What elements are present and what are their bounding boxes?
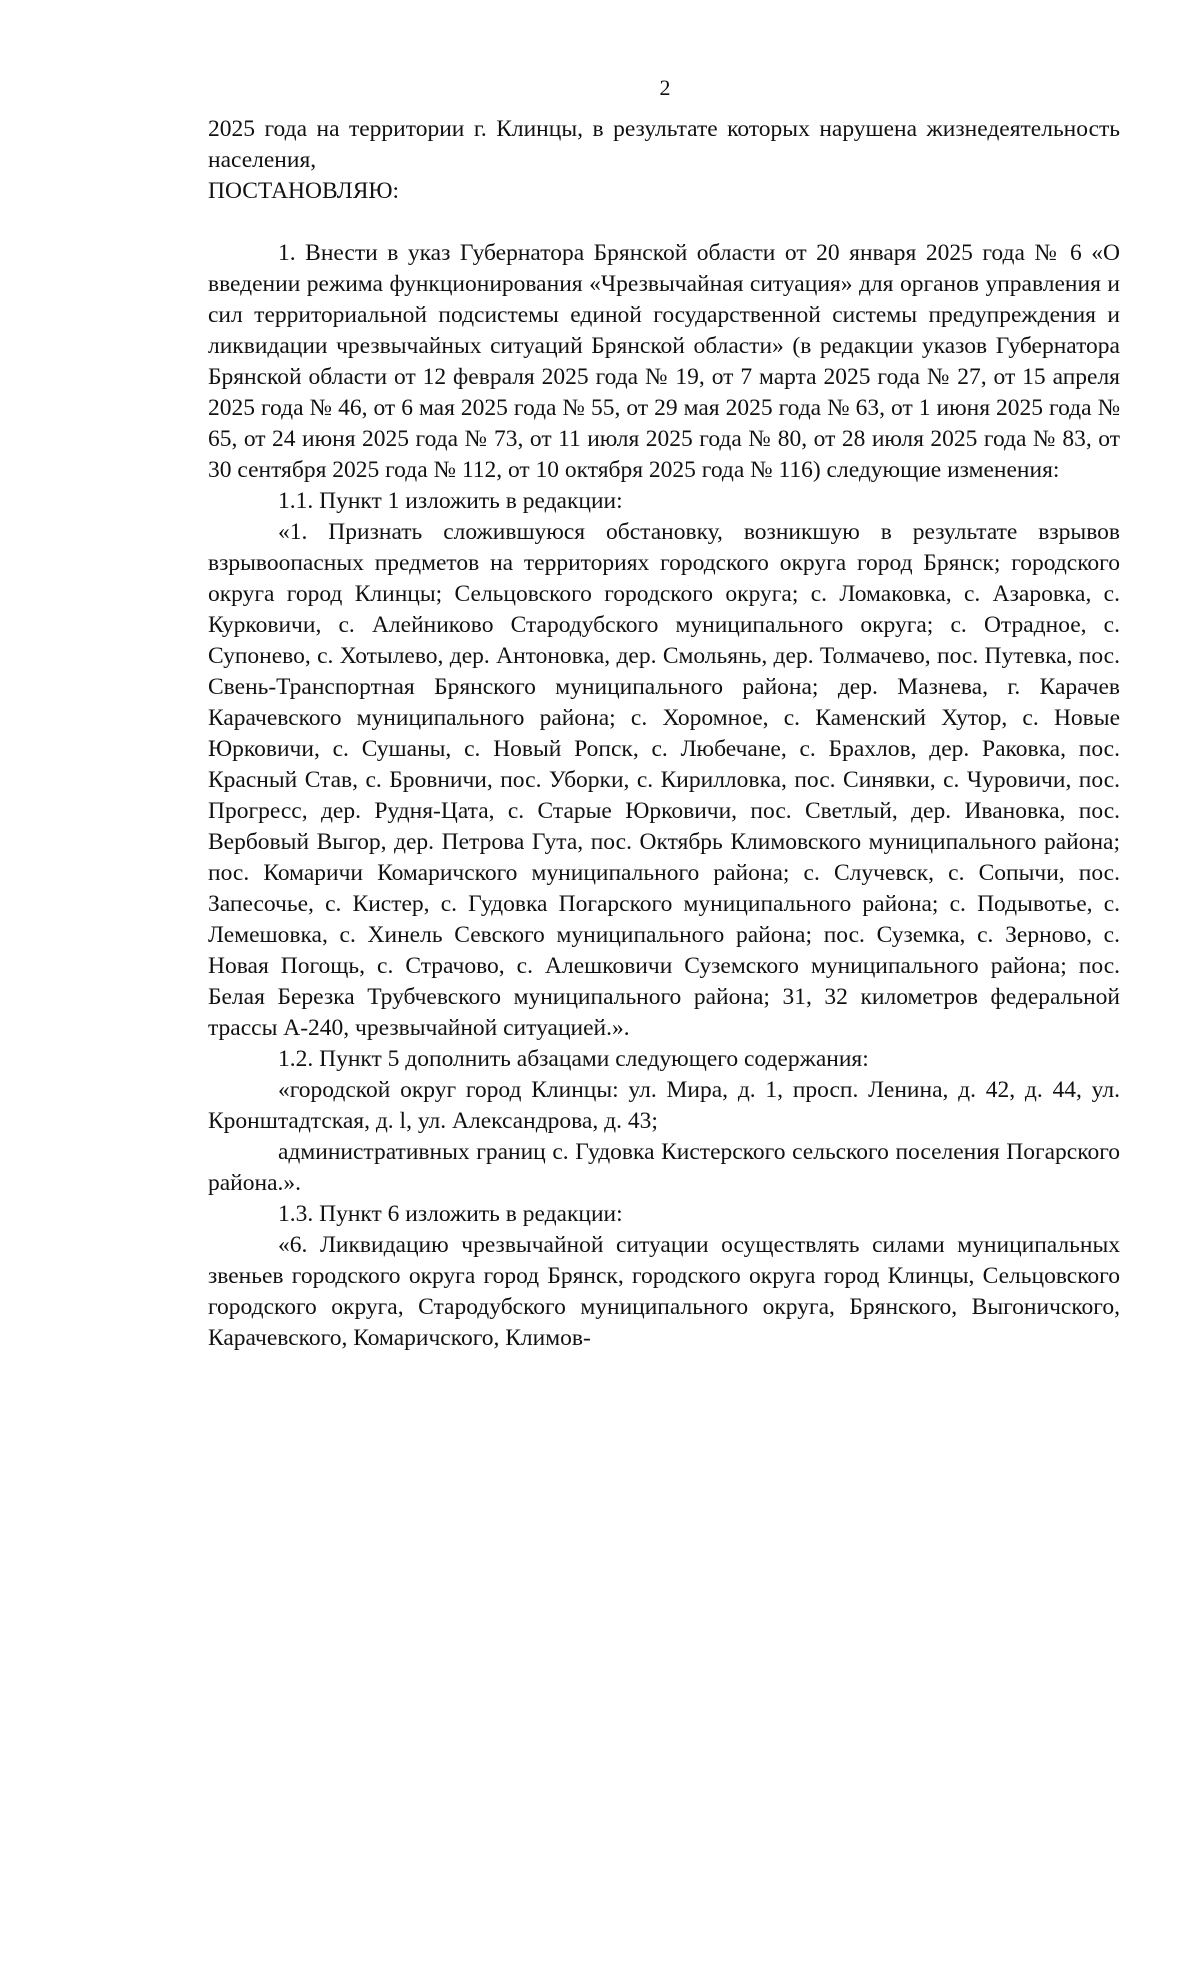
paragraph-item-1-2-text-a: «городской округ город Клинцы: ул. Мира, д. 1, просп. Ленина, д. 42, д. 44, ул. Кронштадтская, д. l, ул. Александрова, д. 43; [208,1077,1120,1134]
paragraph-item-1-2-text-b: административных границ с. Гудовка Кистерского сельского поселения Погарского района.». [208,1139,1120,1196]
paragraph-item-1-3-text: «6. Ликвидацию чрезвычайной ситуации осуществлять силами муниципальных звеньев городского округа город Брянск, городского округа город Клинцы, Сельцовского городского округа, Стародубского муниципального округа, Брянского, Выгоничского, Карачевского, Комаричского, Климов- [208,1232,1120,1351]
paragraph-item-1: 1. Внести в указ Губернатора Брянской области от 20 января 2025 года № 6 «О введении режима функционирования «Чрезвычайная ситуация» для органов управления и сил территориальной подсистемы единой государственной системы предупреждения и ликвидации чрезвычайных ситуаций Брянской области» (в редакции указов Губернатора Брянской области от 12 февраля 2025 года № 19, от 7 марта 2025 года № 27, от 15 апреля 2025 года № 46, от 6 мая 2025 года № 55, от 29 мая 2025 года № 63, от 1 июня 2025 года № 65, от 24 июня 2025 года № 73, от 11 июля 2025 года № 80, от 28 июля 2025 года № 83, от 30 сентября 2025 года № 112, от 10 октября 2025 года № 116) следующие изменения: [208,240,1120,483]
paragraph-item-1-1: 1.1. Пункт 1 изложить в редакции: [278,488,623,514]
document-body [208,114,1120,1354]
page-number: 2 [659,75,671,100]
paragraph-preamble-end: 2025 года на территории г. Клинцы, в результате которых нарушена жизнедеятельность населения, [208,116,1120,173]
paragraph-item-1-2: 1.2. Пункт 5 дополнить абзацами следующего содержания: [278,1046,869,1072]
paragraph-item-1-1-text: «1. Признать сложившуюся обстановку, возникшую в результате взрывов взрывоопасных предметов на территориях городского округа город Брянск; городского округа город Клинцы; Сельцовского городского округа; с. Ломаковка, с. Азаровка, с. Курковичи, с. Алейниково Стародубского муниципального округа; с. Отрадное, с. Супонево, с. Хотылево, дер. Антоновка, дер. Смольянь, дер. Толмачево, пос. Путевка, пос. Свень-Транспортная Брянского муниципального района; дер. Мазнева, г. Карачев Карачевского муниципального района; с. Хоромное, с. Каменский Хутор, с. Новые Юрковичи, с. Сушаны, с. Новый Ропск, с. Любечане, с. Брахлов, дер. Раковка, пос. Красный Став, с. Бровничи, пос. Уборки, с. Кирилловка, пос. Синявки, с. Чуровичи, пос. Прогресс, дер. Рудня-Цата, с. Старые Юрковичи, пос. Светлый, дер. Ивановка, пос. Вербовый Выгор, дер. Петрова Гута, пос. Октябрь Климовского муниципального района; пос. Комаричи Комаричского муниципального района; с. Случевск, с. Сопычи, пос. Запесочье, с. Кистер, с. Гудовка Погарского муниципального района; с. Подывотье, с. Лемешовка, с. Хинель Севского муниципального района; пос. Суземка, с. Зерново, с. Новая Погощь, с. Страчово, с. Алешковичи Суземского муниципального района; пос. Белая Березка Трубчевского муниципального района; 31, 32 километров федеральной трассы А-240, чрезвычайной ситуацией.». [208,519,1120,1041]
paragraph-item-1-3: 1.3. Пункт 6 изложить в редакции: [278,1201,623,1227]
paragraph-decree-word: ПОСТАНОВЛЯЮ: [208,178,400,204]
